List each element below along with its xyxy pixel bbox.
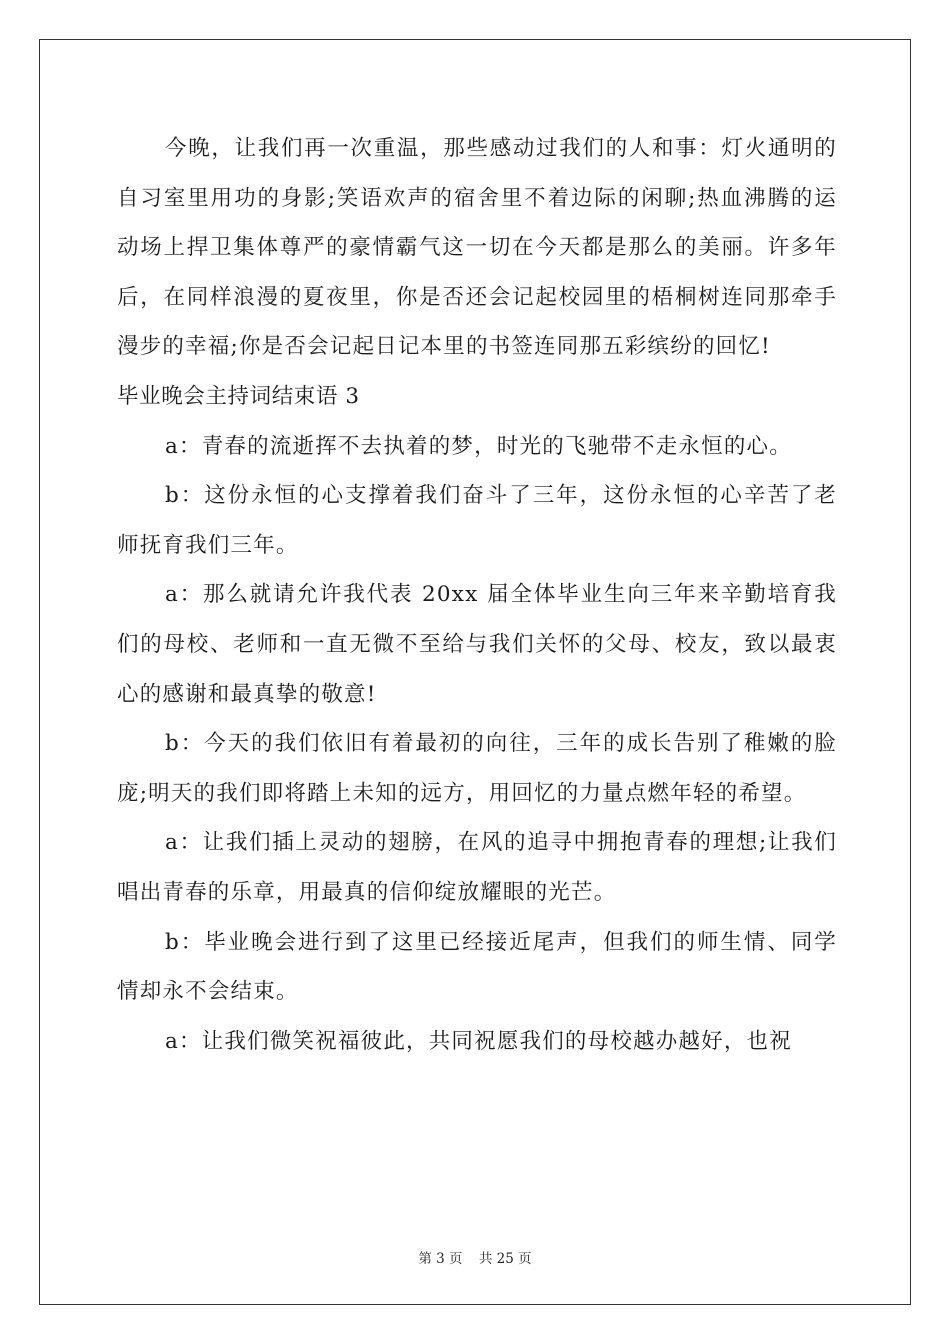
paragraph: a：那么就请允许我代表 20xx 届全体毕业生向三年来辛勤培育我们的母校、老师和一直无微不至给与我们关怀的父母、校友，致以最衷心的感谢和最真挚的敬意!: [117, 582, 837, 707]
paragraph: b：今天的我们依旧有着最初的向往，三年的成长告别了稚嫩的脸庞;明天的我们即将踏上未知的远方，用回忆的力量点燃年轻的希望。: [117, 731, 837, 806]
document-body: [117, 124, 837, 1066]
page-footer: [0, 1247, 950, 1267]
paragraph: b：这份永恒的心支撑着我们奋斗了三年，这份永恒的心辛苦了老师抚育我们三年。: [117, 483, 837, 558]
paragraph: a：让我们插上灵动的翅膀，在风的追寻中拥抱青春的理想;让我们唱出青春的乐章，用最真的信仰绽放耀眼的光芒。: [117, 830, 837, 905]
page-total: 共 25 页: [478, 1251, 532, 1267]
paragraph: b：毕业晚会进行到了这里已经接近尾声，但我们的师生情、同学情却永不会结束。: [117, 929, 837, 1005]
paragraph: a：让我们微笑祝福彼此，共同祝愿我们的母校越办越好，也祝: [165, 1028, 792, 1054]
paragraph: 今晚，让我们再一次重温，那些感动过我们的人和事：灯火通明的自习室里用功的身影;笑语欢声的宿舍里不着边际的闲聊;热血沸腾的运动场上捍卫集体尊严的豪情霸气这一切在今天都是那么的美丽。许多年后，在同样浪漫的夏夜里，你是否还会记起校园里的梧桐树连同那牵手漫步的幸福;你是否会记起日记本里的书签连同那五彩缤纷的回忆!: [117, 136, 837, 360]
paragraph: a：青春的流逝挥不去执着的梦，时光的飞驰带不走永恒的心。: [165, 433, 792, 459]
section-heading: 毕业晚会主持词结束语 3: [117, 383, 360, 409]
page-number: 第 3 页: [418, 1251, 463, 1267]
